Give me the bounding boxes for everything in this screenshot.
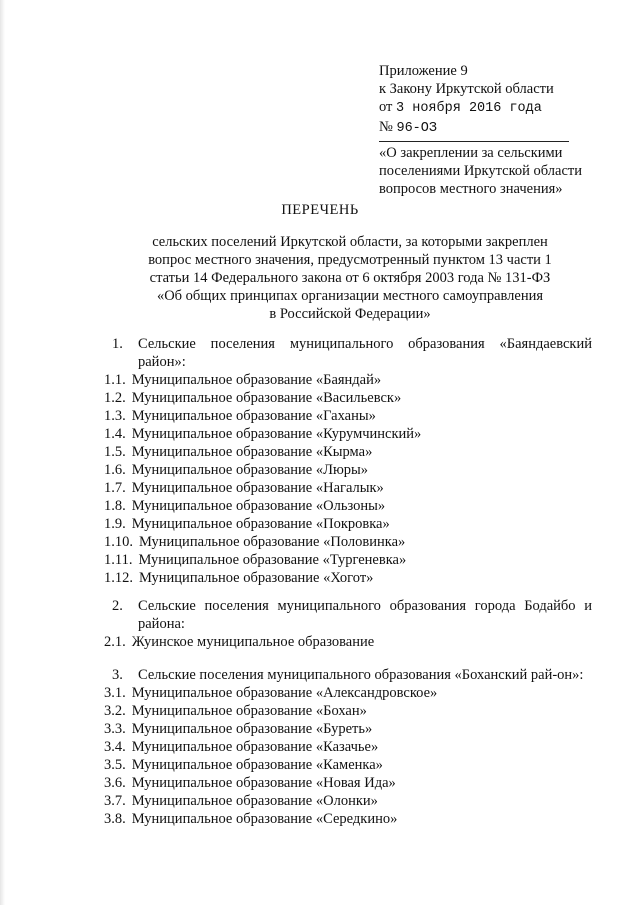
number-prefix: №: [379, 119, 393, 135]
number-value: 96-ОЗ: [396, 121, 437, 136]
list-item: [104, 810, 592, 828]
item-text: Муниципальное образование «Середкино»: [131, 811, 398, 827]
appendix-law-title: [379, 144, 619, 198]
appendix-date: [379, 98, 619, 118]
list-item: [104, 425, 592, 443]
date-prefix: от: [379, 99, 393, 115]
item-text: Муниципальное образование «Ользоны»: [131, 498, 386, 514]
list-item: [104, 407, 592, 425]
date-value: 3 ноября 2016 года: [396, 101, 542, 116]
item-text: Муниципальное образование «Тургеневка»: [138, 552, 407, 568]
list-item: [104, 461, 592, 479]
list-item: [104, 569, 592, 587]
item-number: 3.8.: [104, 811, 126, 827]
item-text: Муниципальное образование «Новая Ида»: [131, 775, 396, 791]
list-item: [104, 756, 592, 774]
subtitle-line: сельских поселений Иркутской области, за которыми закреплен: [152, 234, 548, 250]
item-text: Муниципальное образование «Половинка»: [139, 534, 406, 550]
subtitle-line: «Об общих принципах организации местного самоуправления: [156, 288, 544, 304]
item-number: 1.2.: [104, 390, 126, 406]
item-number: 1.12.: [104, 570, 133, 586]
item-text: Муниципальное образование «Каменка»: [131, 757, 383, 773]
item-number: 3.2.: [104, 703, 126, 719]
appendix-header: [379, 62, 619, 198]
item-text: Муниципальное образование «Олонки»: [131, 793, 378, 809]
list-item: [104, 443, 592, 461]
subtitle-line: статьи 14 Федерального закона от 6 октября 2003 года № 131-ФЗ: [149, 270, 551, 286]
item-text: Муниципальное образование «Васильевск»: [131, 390, 402, 406]
law-title-line: «О закреплении за сельскими: [379, 145, 563, 161]
list-item: [104, 533, 592, 551]
section-1: [104, 335, 592, 587]
item-text: Жуинское муниципальное образование: [131, 634, 375, 650]
section-heading: [112, 597, 592, 633]
list-item: [104, 371, 592, 389]
item-number: 1.10.: [104, 534, 133, 550]
section-number: 1.: [112, 336, 123, 352]
item-number: 1.11.: [104, 552, 133, 568]
appendix-divider: [379, 141, 569, 142]
section-number: 3.: [112, 667, 123, 683]
item-text: Муниципальное образование «Кырма»: [131, 444, 373, 460]
item-number: 3.5.: [104, 757, 126, 773]
item-number: 1.8.: [104, 498, 126, 514]
section-heading: [112, 666, 592, 684]
item-number: 3.7.: [104, 793, 126, 809]
appendix-law-ref: к Закону Иркутской области: [379, 81, 554, 97]
section-heading-text: Сельские поселения муниципального образования «Боханский рай-он»:: [138, 667, 584, 683]
item-number: 3.4.: [104, 739, 126, 755]
document-title: ПЕРЕЧЕНЬ: [281, 202, 359, 218]
list-item: [104, 702, 592, 720]
section-number: 2.: [112, 598, 123, 614]
section-heading: [112, 335, 592, 371]
subtitle-line: в Российской Федерации»: [269, 306, 431, 322]
item-number: 1.1.: [104, 372, 126, 388]
item-number: 1.9.: [104, 516, 126, 532]
item-number: 3.3.: [104, 721, 126, 737]
item-text: Муниципальное образование «Нагалык»: [131, 480, 384, 496]
law-title-line: поселениями Иркутской области: [379, 163, 583, 179]
section-heading-text: Сельские поселения муниципального образования «Баяндаевский район»:: [138, 336, 592, 370]
appendix-number: Приложение 9: [379, 63, 468, 79]
item-text: Муниципальное образование «Казачье»: [131, 739, 379, 755]
item-text: Муниципальное образование «Курумчинский»: [131, 426, 422, 442]
list-item: [104, 551, 592, 569]
list-item: [104, 738, 592, 756]
item-text: Муниципальное образование «Гаханы»: [131, 408, 376, 424]
item-text: Муниципальное образование «Буреть»: [131, 721, 373, 737]
item-number: 3.1.: [104, 685, 126, 701]
item-text: Муниципальное образование «Хогот»: [139, 570, 374, 586]
section-3: [104, 666, 592, 828]
item-text: Муниципальное образование «Люры»: [131, 462, 369, 478]
appendix-law-number: [379, 118, 619, 138]
section-heading-text: Сельские поселения муниципального образования города Бодайбо и района:: [138, 598, 592, 632]
item-number: 1.7.: [104, 480, 126, 496]
list-item: [104, 497, 592, 515]
list-item: [104, 515, 592, 533]
item-text: Муниципальное образование «Бохан»: [131, 703, 367, 719]
item-text: Муниципальное образование «Баяндай»: [131, 372, 382, 388]
list-item: [104, 774, 592, 792]
list-item: [104, 792, 592, 810]
item-text: Муниципальное образование «Покровка»: [131, 516, 390, 532]
scan-edge: [0, 0, 5, 905]
list-item: [104, 720, 592, 738]
item-number: 1.4.: [104, 426, 126, 442]
item-number: 2.1.: [104, 634, 126, 650]
item-number: 1.6.: [104, 462, 126, 478]
document-subtitle: [130, 233, 570, 323]
item-number: 1.3.: [104, 408, 126, 424]
list-item: [104, 684, 592, 702]
item-text: Муниципальное образование «Александровское»: [131, 685, 438, 701]
law-title-line: вопросов местного значения»: [379, 181, 563, 197]
section-2: [104, 597, 592, 651]
list-item: [104, 633, 592, 651]
subtitle-line: вопрос местного значения, предусмотренный пунктом 13 части 1: [148, 252, 552, 268]
list-item: [104, 479, 592, 497]
list-item: [104, 389, 592, 407]
item-number: 1.5.: [104, 444, 126, 460]
item-number: 3.6.: [104, 775, 126, 791]
